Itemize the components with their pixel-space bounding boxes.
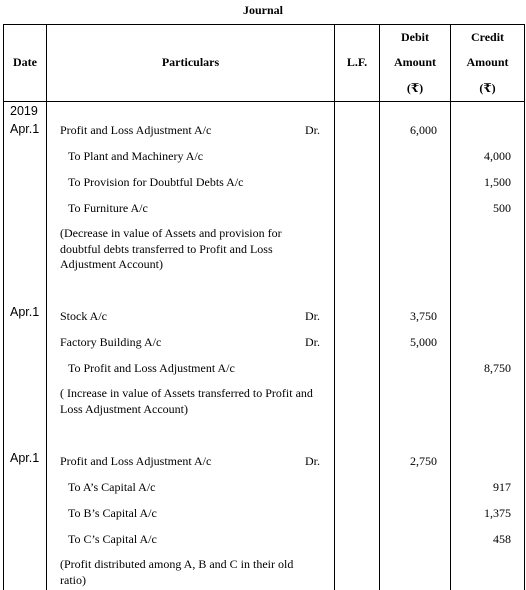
narration: (Profit distributed among A, B and C in their old ratio) [60,557,294,587]
credit-amount: 8,750 [484,361,511,375]
dr-label: Dr. [305,123,320,137]
column-divider [46,24,47,590]
credit-amount: 917 [493,480,511,494]
particular-credit-line: To Furniture A/c [68,201,148,215]
debit-amount: 6,000 [410,123,437,137]
entry-date: Apr.1 [10,451,40,465]
column-divider [379,24,380,590]
dr-label: Dr. [305,335,320,349]
credit-amount: 4,000 [484,149,511,163]
header-particulars: Particulars [161,55,220,69]
particular-credit-line: To Provision for Doubtful Debts A/c [68,175,244,189]
credit-amount: 500 [493,201,511,215]
column-divider [334,24,335,590]
journal-title: Journal [242,3,283,17]
debit-amount: 5,000 [410,335,437,349]
entry-date: Apr.1 [10,122,40,136]
particular-debit-line: Profit and Loss Adjustment A/c [60,454,212,468]
credit-amount: 1,500 [484,175,511,189]
dr-label: Dr. [305,309,320,323]
particular-debit-line: Factory Building A/c [60,335,162,349]
table-top-border [3,24,525,25]
entry-year: 2019 [10,104,38,118]
credit-amount: 1,375 [484,506,511,520]
particular-credit-line: To A’s Capital A/c [68,480,156,494]
header-credit-line2: Amount [466,55,509,69]
particular-credit-line: To Profit and Loss Adjustment A/c [68,361,235,375]
header-lf: L.F. [346,55,368,69]
narration: ( Increase in value of Assets transferred to Profit and Loss Adjustment Account) [60,386,313,416]
column-divider [3,24,4,590]
debit-amount: 2,750 [410,454,437,468]
particular-debit-line: Stock A/c [60,309,107,323]
header-credit-line1: Credit [470,30,505,44]
header-debit-line3: (₹) [406,81,424,95]
debit-amount: 3,750 [410,309,437,323]
narration: (Decrease in value of Assets and provision for doubtful debts transferred to Profit and Loss Adjustment Account) [60,226,282,271]
entry-date: Apr.1 [10,305,40,319]
particular-credit-line: To C’s Capital A/c [68,532,157,546]
particular-credit-line: To B’s Capital A/c [68,506,157,520]
dr-label: Dr. [305,454,320,468]
credit-amount: 458 [493,532,511,546]
header-bottom-border [3,101,525,102]
particular-debit-line: Profit and Loss Adjustment A/c [60,123,212,137]
header-debit-line1: Debit [401,30,429,44]
header-date: Date [13,55,37,69]
column-divider [524,24,525,590]
header-debit-line2: Amount [393,55,436,69]
header-credit-line3: (₹) [479,81,496,95]
particular-credit-line: To Plant and Machinery A/c [68,149,204,163]
